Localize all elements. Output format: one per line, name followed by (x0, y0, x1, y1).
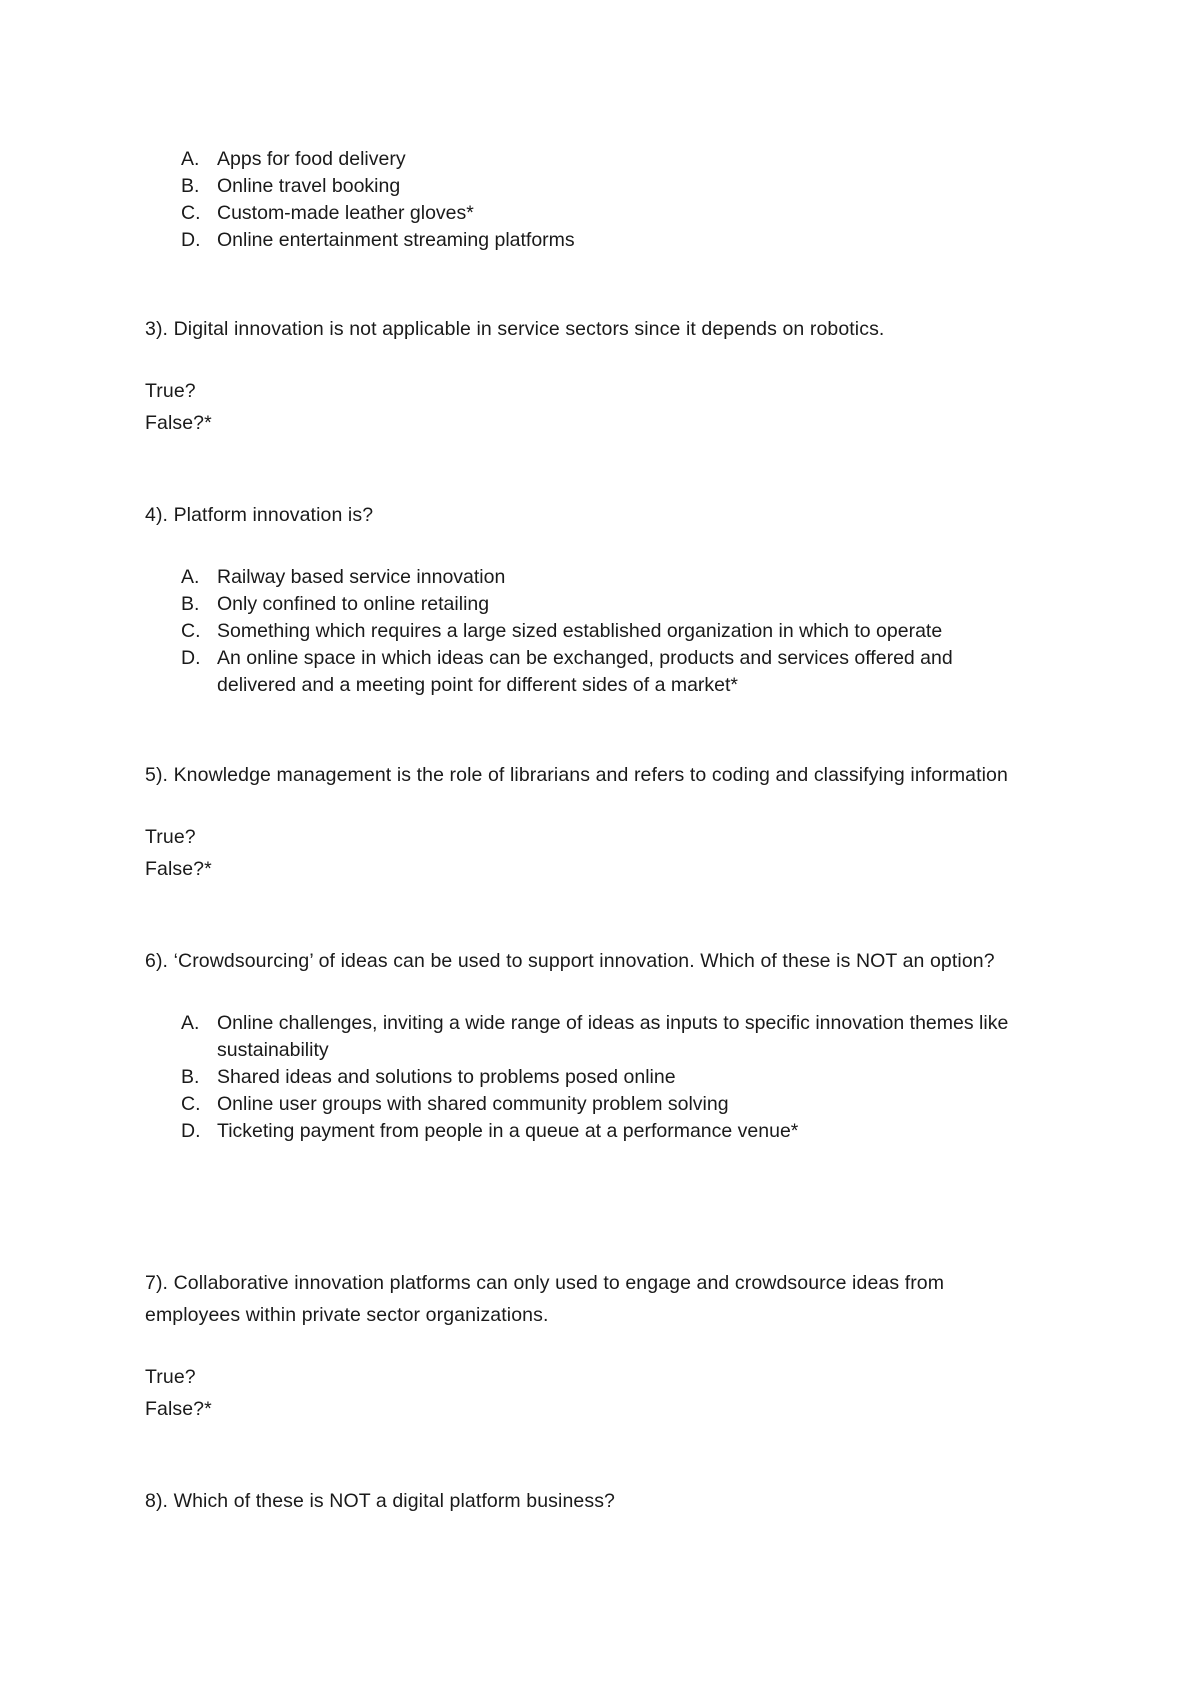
q2-option-b-text: Online travel booking (217, 175, 401, 197)
q4-option-b-letter: B. (181, 593, 200, 615)
q6-option-d-text: Ticketing payment from people in a queue at a performance venue* (217, 1120, 799, 1142)
q2-option-d-letter: D. (181, 229, 201, 251)
q2-option-c-letter: C. (181, 202, 201, 224)
q4-option-d-text-continued: delivered and a meeting point for different sides of a market* (217, 674, 739, 696)
q3-false: False?* (145, 412, 212, 434)
q4-option-c-text: Something which requires a large sized established organization in which to operate (217, 620, 943, 642)
q4-option-c-letter: C. (181, 620, 201, 642)
q6-option-b-letter: B. (181, 1066, 200, 1088)
q8-question: 8). Which of these is NOT a digital platform business? (145, 1490, 615, 1512)
q4-option-d-letter: D. (181, 647, 201, 669)
q2-option-d-text: Online entertainment streaming platforms (217, 229, 575, 251)
q5-question: 5). Knowledge management is the role of librarians and refers to coding and classifying information (145, 764, 1008, 786)
q2-option-a-letter: A. (181, 148, 200, 170)
q4-option-a-text: Railway based service innovation (217, 566, 506, 588)
q6-question: 6). ‘Crowdsourcing’ of ideas can be used to support innovation. Which of these is NOT an option? (145, 950, 995, 972)
q5-false: False?* (145, 858, 212, 880)
q3-true: True? (145, 380, 196, 402)
q2-option-b-letter: B. (181, 175, 200, 197)
q6-option-a-letter: A. (181, 1012, 200, 1034)
q4-question: 4). Platform innovation is? (145, 504, 374, 526)
q5-true: True? (145, 826, 196, 848)
q3-question: 3). Digital innovation is not applicable in service sectors since it depends on robotics. (145, 318, 885, 340)
q6-option-d-letter: D. (181, 1120, 201, 1142)
q2-option-a-text: Apps for food delivery (217, 148, 406, 170)
q6-option-a-text-continued: sustainability (217, 1039, 329, 1061)
q4-option-d-text: An online space in which ideas can be exchanged, products and services offered and (217, 647, 953, 669)
q7-false: False?* (145, 1398, 212, 1420)
q7-true: True? (145, 1366, 196, 1388)
q7-question-line1: 7). Collaborative innovation platforms can only used to engage and crowdsource ideas from (145, 1272, 945, 1294)
q6-option-a-text: Online challenges, inviting a wide range of ideas as inputs to specific innovation themes like (217, 1012, 1009, 1034)
q2-option-c-text: Custom-made leather gloves* (217, 202, 474, 224)
q4-option-a-letter: A. (181, 566, 200, 588)
q7-question-line2: employees within private sector organizations. (145, 1304, 549, 1326)
q6-option-b-text: Shared ideas and solutions to problems posed online (217, 1066, 676, 1088)
q4-option-b-text: Only confined to online retailing (217, 593, 490, 615)
q6-option-c-letter: C. (181, 1093, 201, 1115)
q6-option-c-text: Online user groups with shared community problem solving (217, 1093, 729, 1115)
